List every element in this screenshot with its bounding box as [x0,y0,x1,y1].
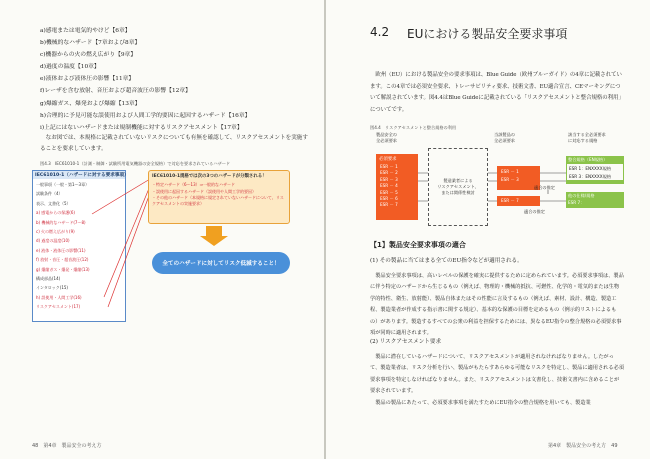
standard-item: g) 爆縮ガス・爆発・爆縮(13) [36,266,90,272]
essential-requirements-box [376,154,418,220]
intro-paragraph: 欧州（EU）における製品安全の要求事項は、Blue Guide（欧州ブルーガイド）の4章に記載されています。この4章では必須安全要求、トレーサビリティ要求、技術文書、EU適合宣言、CEマーキングについて解説されています。図4.4はBlue Guideに記載されている「リスクアセスメントと整合規格の利用」についてです。 [370,72,624,113]
hazard-list-item: h)合理的に予見可能な誤使用および人間工学的要因に起因するハザード【16章】 [40,112,251,119]
standard-item: 表示、文書化（5） [36,200,71,206]
sub-heading-2: (2) リスクアセスメント要求 [370,339,442,345]
other-title: 他の仕様/規格 [568,193,595,198]
hazard-list-item: a)感電または電気的やけど【6章】 [40,28,131,34]
standard-item: インタロック(15) [36,285,68,291]
standard-item: d) 過度の温度(10) [36,238,70,244]
hazard-list-item: d)過度の温度【10章】 [40,64,100,71]
section-number: 4.2 [370,25,390,39]
esr-item: ESR － 1 [380,164,398,169]
paragraph-2: 製品に潜在しているハザードについて、リスクアセスメントが適用されなければなりません。したがって、製造業者は、リスク分析を行い、製品がもたらすあらゆる可能なリスクを特定し、製品に適用される必須要求事項を特定しなければなりません。また、リスクアセスメントは文書化し、技術文書内に含めることが要求されています。 [370,354,624,395]
paragraph-3: 製品の製品にあたって、必須要求事項を満たすためにEU指令の整合規格を用いても、製造業 [375,400,591,406]
other-specs-box [566,192,624,208]
harmonized-item: ESR 3：ENXXXX規格 [569,173,612,179]
page-folio-right: 第4章 製品安全の考え方 49 [548,443,618,449]
left-paragraph: なお図では、本規格に記載されていないリスクについても有無を確認して、リスクアセスメントを実施することを要求しています。 [40,135,308,152]
hazard-list-item: g)爆縮ガス、爆発および爆縮【13章】 [40,100,141,107]
standard-box-title: IEC61010-1（ハザードに対する要求事項） [35,173,129,178]
esr-selected: ESR － 1 [501,169,519,174]
figure-caption-4-4: 図4.4 リスクアセスメントと整合規格の利用 [370,125,457,130]
conformity-label: 適合の推定 [534,185,555,190]
callout-item: ・誤使用に起因するハザード（誤使用や人間工学的要因） [152,189,256,194]
hazard-list-item: f)レーザを含む放射、音圧および超音波圧の影響【12章】 [40,88,191,95]
standard-item: e) 液体・液体圧の影響(11) [36,247,86,253]
esr-item: ESR － 6 [380,196,398,202]
standard-item: h) 誤使用・人間工学(16) [36,294,82,300]
esr-selected: ESR － 3 [501,177,519,182]
col3-title: 該当する全必須要求 に対応する規格 [568,132,606,143]
conformity-label-2: 適合の推定 [524,209,545,214]
risk-reduction-bubble: 全てのハザードに対してリスク低減すること！ [152,252,290,274]
section-title: EUにおける製品安全要求事項 [407,27,568,41]
callout-item: ・その他のハザード（本規格に規定されていないハザードについて、リスクアセスメントの実施要求） [152,195,284,206]
figure-caption: 図4.3 IEC61010-1（計測・制御・試験所用電気機器の安全規格）で対応を要求されているハザード [40,161,231,166]
standard-item: c) 火の燃え広がり(9) [36,229,75,235]
hazard-list-item: e)液体および液体圧の影響【11章】 [40,76,135,83]
esr-item: ESR － 7 [380,202,398,208]
standard-item: f) 放射・音圧・超音波圧(12) [36,257,89,263]
harmonized-title: 整合規格（EN規格） [568,157,608,162]
harmonized-item: ESR 1：ENXXXX規格 [569,165,612,171]
req-box-title: 必須要求 [379,157,397,162]
esr-selected: ESR － 7 [501,198,519,203]
col2-title: 当該製品の 全必須要求 [494,132,515,143]
selected-esr-box-2 [497,196,540,206]
callout-title: IEC61010-1規格では次の3つのハザードが分類される！ [152,174,267,179]
standard-item: 試験条件（4） [36,191,63,197]
esr-item: ESR － 5 [380,189,398,195]
col1-title: 製品安全の 全必須要求 [376,132,397,143]
other-item: ESR 7： [568,199,585,205]
esr-item: ESR － 2 [380,170,398,176]
standard-item: 一般事項（一般・第1〜3章） [36,182,90,187]
standard-item: b) 機械的なハザード(7〜8) [36,219,86,225]
risk-assessment-box: 製造業者による リスクアセスメント、 または関係性検討 [428,148,488,226]
esr-item: ESR － 3 [380,176,398,182]
paragraph-1: 製品安全要求事項は、高いレベルの保護を確実に提供するために定められています。必須要求事項は、製品に伴う特定のハザードから生じるもの（例えば、物理的・機械的抵抗、可燃性、化学的・電気的または生物学的特性、衛生、放射能）、製品自体またはその性能に言及するもの（例えば、素材、設計、構造、製造工程、製造業者が作成する指示書に関する規定）、基本的な保護の目標を定めるもの（例示的リストによるもの）があります。製造するすべての公衆の利益を担保するためには、異なるEU指令の整合規格の必須要求事項が同時に適用されます。 [370,273,624,337]
callout-item: ・特定ハザード（6〜13）⇒一般的なハザード [152,182,235,187]
hazard-list-item: b)機械的なハザード【7章および8章】 [40,40,141,47]
heading-1: 【1】製品安全要求事項の適合 [370,241,466,249]
standard-item: リスクアセスメント(17) [36,304,81,310]
hazard-list-item: i)上記にはないハザードまたは規制機能に対するリスクアセスメント【17章】 [40,124,243,131]
harmonized-standards-box [566,156,624,184]
esr-item: ESR － 4 [380,183,398,189]
standard-item: a) 感電からの保護(6) [36,210,75,216]
sub-heading-1: (1) その製品に当てはまる全てのEU指令などが適用される。 [370,258,523,264]
standard-item: 構成部品(14) [36,276,61,282]
page-folio: 48 第4章 製品安全の考え方 [32,443,102,449]
hazard-list-item: c)機器からの火の燃え広がり【9章】 [40,52,137,59]
